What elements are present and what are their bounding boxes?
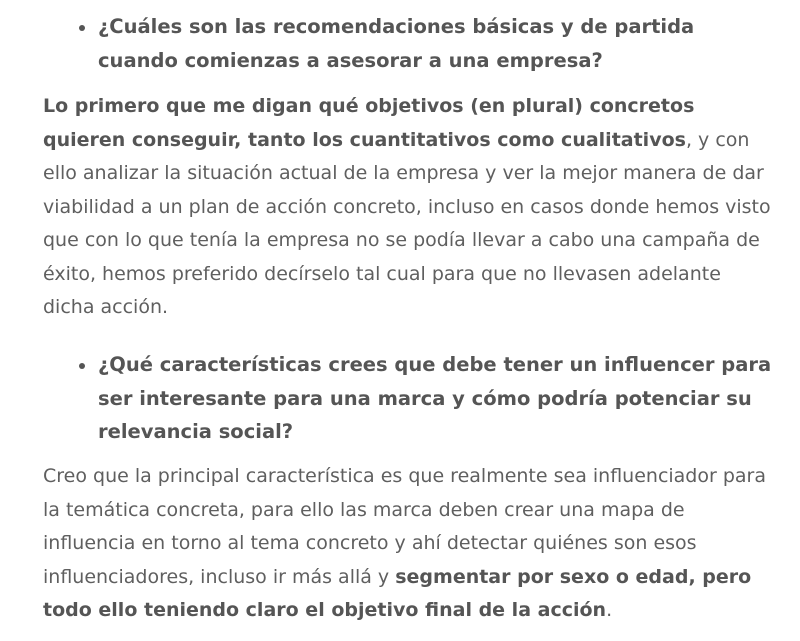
answer-text-end: . bbox=[606, 599, 613, 621]
answer-text: Creo que la principal característica es que realmente sea influenciador para la temática concreta, para ello las marca deben crear una mapa de influencia en torno al tema concreto y ahí detectar quiénes son esos influenciadores, incluso ir más allá y bbox=[43, 465, 767, 588]
answer-bold-text: segmentar por sexo o edad, pero todo ello teniendo claro el objetivo final de la acción bbox=[43, 565, 752, 621]
question-text: ¿Qué características crees que debe tener un influencer para ser interesante para una marca y cómo podría potenciar su relevancia social? bbox=[98, 353, 772, 443]
bullet-icon bbox=[79, 363, 85, 369]
question-item bbox=[0, 348, 800, 453]
question-text: ¿Cuáles son las recomendaciones básicas y de partida cuando comienzas a asesorar a una empresa? bbox=[98, 15, 695, 72]
bullet-icon bbox=[79, 25, 85, 31]
answer-text: , y con ello analizar la situación actual de la empresa y ver la mejor manera de dar viabilidad a un plan de acción concreto, incluso en casos donde hemos visto que con lo que tenía la empresa no se podía llevar a cabo una campaña de éxito, hemos preferido decírselo tal cual para que no llevasen adelante dicha acción. bbox=[43, 128, 771, 318]
question-item bbox=[0, 10, 800, 80]
answer-paragraph bbox=[43, 460, 773, 628]
answer-paragraph bbox=[43, 90, 773, 325]
answer-bold-text: Lo primero que me digan qué objetivos (en plural) concretos quieren conseguir, tanto los cuantitativos como cualitativos bbox=[43, 95, 695, 151]
